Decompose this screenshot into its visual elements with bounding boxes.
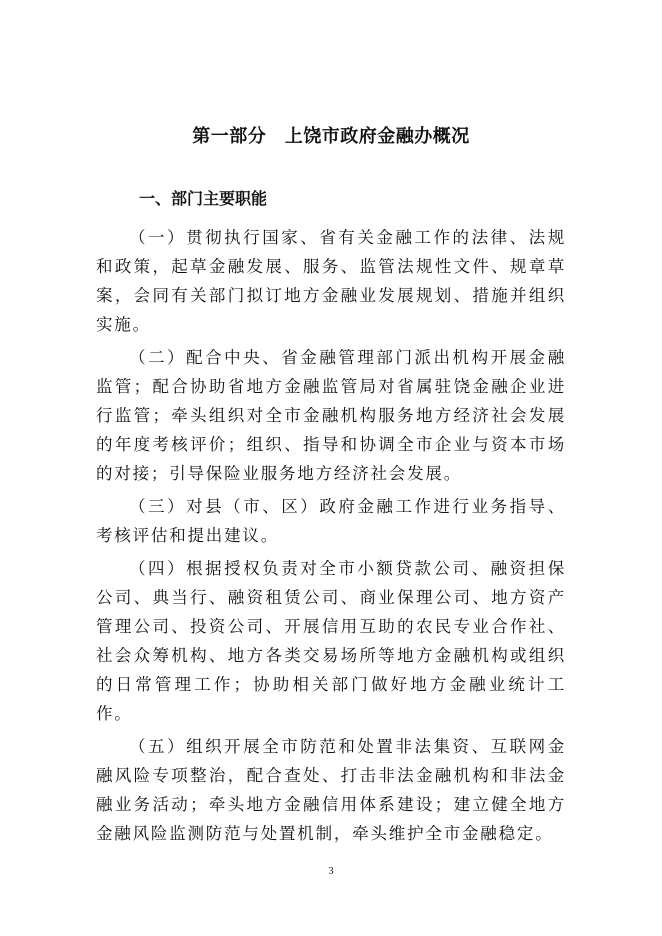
page-title: 第一部分 上饶市政府金融办概况	[192, 126, 470, 147]
paragraph-5: （五）组织开展全市防范和处置非法集资、互联网金融风险专项整治，配合查处、打击非法金融机构和非法金融业务活动；牵头地方金融信用体系建设；建立健全地方金融风险监测防范与处置机制，牵头维护全市金融稳定。	[96, 737, 566, 843]
page-number: 3	[328, 866, 334, 877]
paragraph-3: （三）对县（市、区）政府金融工作进行业务指导、考核评估和提出建议。	[96, 497, 566, 545]
body-text	[96, 223, 566, 852]
section-heading: 一、部门主要职能	[139, 189, 268, 208]
paragraph-4: （四）根据授权负责对全市小额贷款公司、融资担保公司、典当行、融资租赁公司、商业保理公司、地方资产管理公司、投资公司、开展信用互助的农民专业合作社、社会众筹机构、地方各类交易场所等地方金融机构或组织的日常管理工作；协助相关部门做好地方金融业统计工作。	[96, 559, 566, 723]
paragraph-1: （一）贯彻执行国家、省有关金融工作的法律、法规和政策，起草金融发展、服务、监管法规性文件、规章草案，会同有关部门拟订地方金融业发展规划、措施并组织实施。	[96, 228, 566, 334]
paragraph-2: （二）配合中央、省金融管理部门派出机构开展金融监管；配合协助省地方金融监管局对省属驻饶金融企业进行监管；牵头组织对全市金融机构服务地方经济社会发展的年度考核评价；组织、指导和协调全市企业与资本市场的对接；引导保险业服务地方经济社会发展。	[96, 348, 566, 483]
